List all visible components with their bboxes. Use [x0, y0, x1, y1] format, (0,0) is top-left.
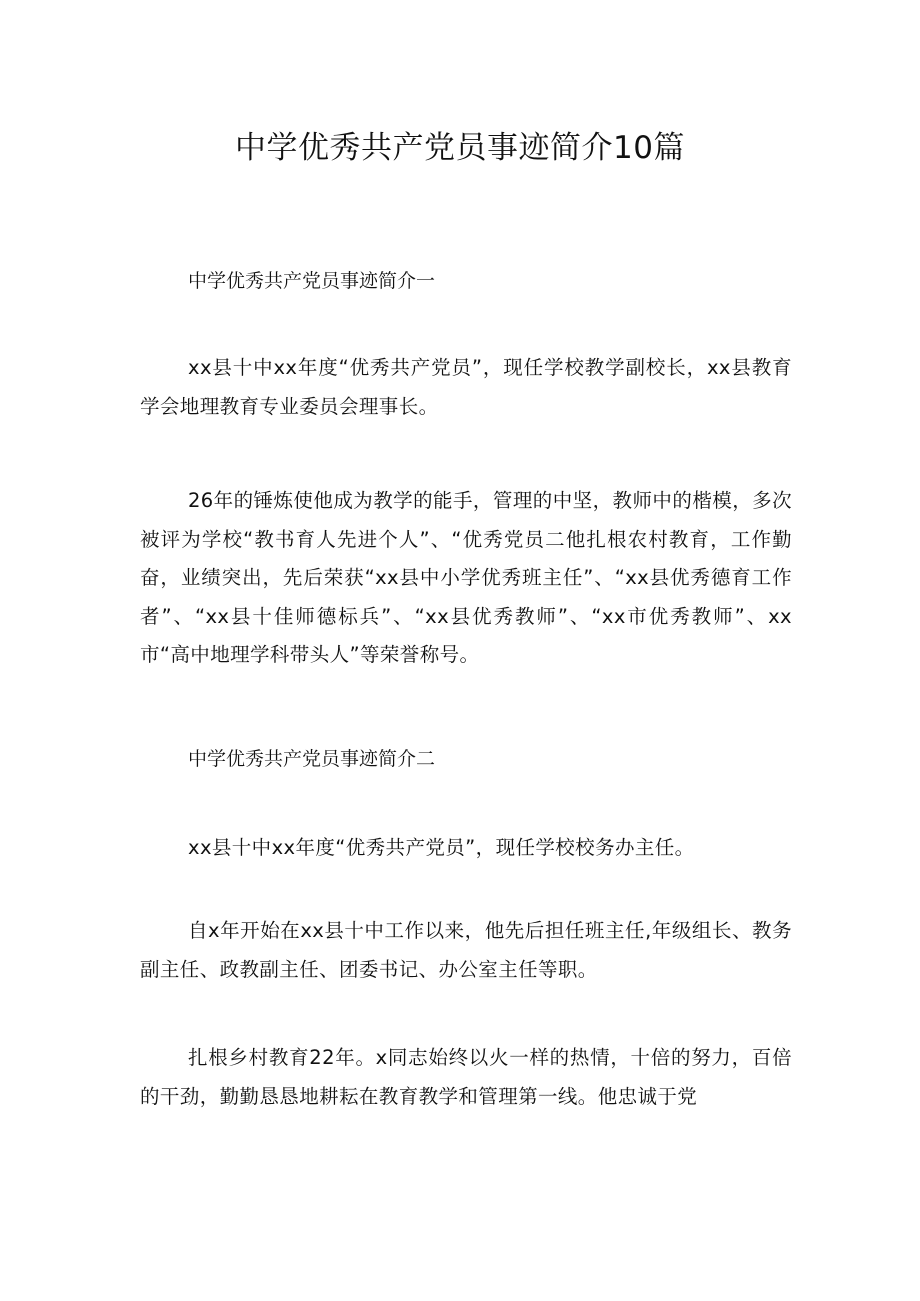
section-2-paragraph-3: 扎根乡村教育22年。x同志始终以火一样的热情，十倍的努力，百倍的干劲，勤勤恳恳地耕耘在教育教学和管理第一线。他忠诚于党: [140, 1046, 792, 1108]
section-heading-2: 中学优秀共产党员事迹简介二: [188, 748, 436, 770]
section-1-paragraph-2: 26年的锤炼使他成为教学的能手，管理的中坚，教师中的楷模，多次被评为学校“教书育人先进个人”、“优秀党员二他扎根农村教育，工作勤奋，业绩突出，先后荣获“xx县中小学优秀班主任”、“xx县优秀德育工作者”、“xx县十佳师德标兵”、“xx县优秀教师”、“xx市优秀教师”、xx市“高中地理学科带头人”等荣誉称号。: [140, 489, 792, 666]
document-title: 中学优秀共产党员事迹简介10篇: [235, 130, 685, 166]
section-2-paragraph-1: xx县十中xx年度“优秀共产党员”，现任学校校务办主任。: [188, 836, 695, 859]
section-heading-1: 中学优秀共产党员事迹简介一: [188, 270, 436, 292]
section-2-paragraph-2: 自x年开始在xx县十中工作以来，他先后担任班主任,年级组长、教务副主任、政教副主任、团委书记、办公室主任等职。: [140, 919, 792, 981]
section-1-paragraph-1: xx县十中xx年度“优秀共产党员”，现任学校教学副校长，xx县教育学会地理教育专业委员会理事长。: [140, 356, 792, 418]
